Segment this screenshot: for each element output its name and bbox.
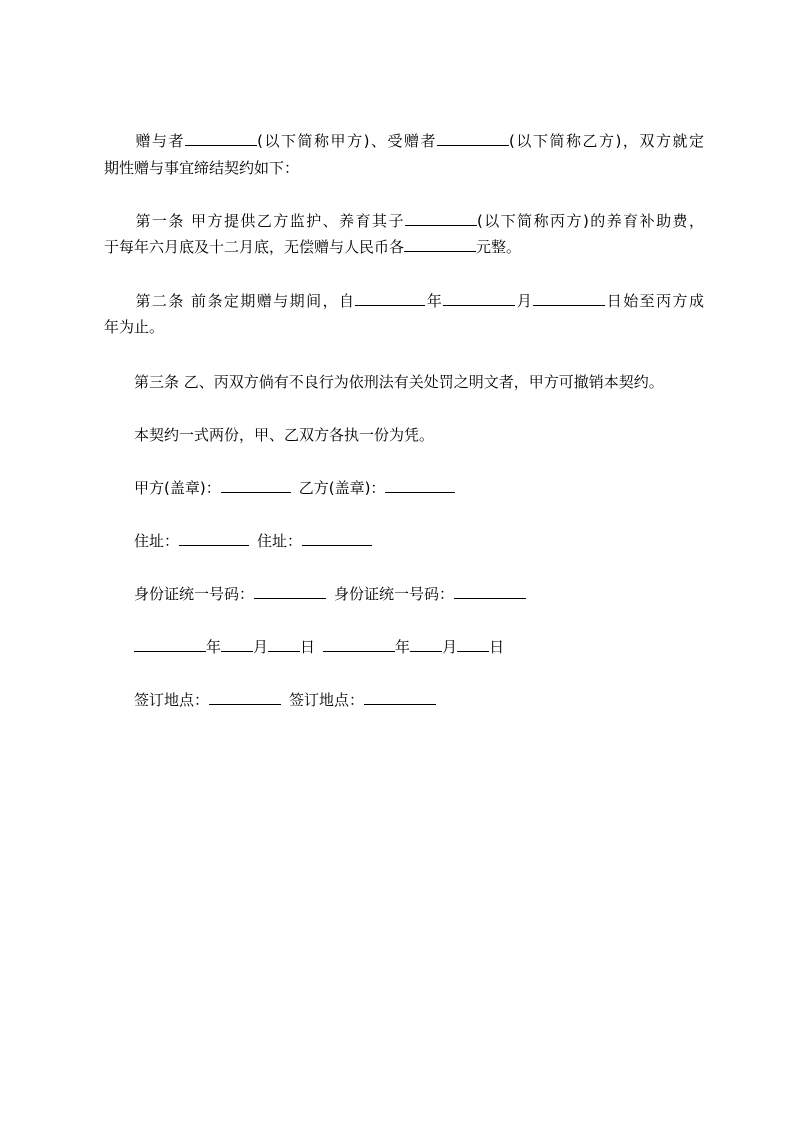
donee-label: (以下简称甲方)、受赠者 xyxy=(257,132,438,150)
amount-blank[interactable] xyxy=(404,237,476,252)
donor-blank[interactable] xyxy=(185,131,257,146)
party-b-id-blank[interactable] xyxy=(454,584,526,599)
party-b-month-blank[interactable] xyxy=(410,637,442,652)
article-1-line-1 xyxy=(104,208,704,234)
article-1-line-2 xyxy=(104,234,704,260)
article-1-text-c: 于每年六月底及十二月底，无偿赠与人民币各 xyxy=(104,238,405,256)
party-b-address-blank[interactable] xyxy=(302,531,372,546)
article-2-text-b: 日始至丙方成 xyxy=(605,292,704,310)
party-a-year-label: 年 xyxy=(206,638,222,656)
party-a-place-blank[interactable] xyxy=(209,690,281,705)
article-3 xyxy=(134,369,704,395)
article-3-text: 第三条 乙、丙双方倘有不良行为依刑法有关处罚之明文者，甲方可撤销本契约。 xyxy=(134,373,664,391)
party-a-month-label: 月 xyxy=(253,638,269,656)
intro-line-1 xyxy=(104,128,704,154)
party-a-address-blank[interactable] xyxy=(179,531,249,546)
party-b-address-label: 住址： xyxy=(257,532,303,550)
party-a-seal-label: 甲方(盖章)： xyxy=(134,479,221,497)
party-b-seal-blank[interactable] xyxy=(385,478,455,493)
party-b-month-label: 月 xyxy=(442,638,458,656)
party-b-year-blank[interactable] xyxy=(323,637,395,652)
party-a-address-label: 住址： xyxy=(134,532,180,550)
start-year-blank[interactable] xyxy=(355,291,425,306)
article-1-text-a: 第一条 甲方提供乙方监护、养育其子 xyxy=(134,212,405,230)
month-label: 月 xyxy=(515,292,534,310)
intro-line-2 xyxy=(104,155,704,181)
seal-line xyxy=(134,475,734,501)
party-b-day-blank[interactable] xyxy=(457,637,489,652)
party-b-id-label: 身份证统一号码： xyxy=(334,585,455,603)
article-2-text-c: 年为止。 xyxy=(104,318,165,336)
intro-tail: (以下简称乙方)，双方就定 xyxy=(509,132,704,150)
address-line xyxy=(134,528,734,554)
party-b-year-label: 年 xyxy=(395,638,411,656)
place-line xyxy=(134,687,734,713)
intro-line-2-text: 期性赠与事宜缔结契约如下： xyxy=(104,159,300,177)
party-a-month-blank[interactable] xyxy=(221,637,253,652)
start-day-blank[interactable] xyxy=(533,291,605,306)
id-line xyxy=(134,581,734,607)
article-1-text-b: (以下简称丙方)的养育补助费， xyxy=(476,212,704,230)
party-b-place-blank[interactable] xyxy=(364,690,436,705)
article-1-text-d: 元整。 xyxy=(476,238,522,256)
donee-blank[interactable] xyxy=(437,131,509,146)
party-a-seal-blank[interactable] xyxy=(221,478,291,493)
party-a-place-label: 签订地点： xyxy=(134,691,210,709)
donor-label: 赠与者 xyxy=(134,132,186,150)
party-a-day-blank[interactable] xyxy=(268,637,300,652)
party-a-day-label: 日 xyxy=(300,638,316,656)
party-b-day-label: 日 xyxy=(489,638,505,656)
child-name-blank[interactable] xyxy=(405,211,477,226)
party-a-id-blank[interactable] xyxy=(254,584,326,599)
article-2-text-a: 第二条 前条定期赠与期间，自 xyxy=(134,292,356,310)
party-b-seal-label: 乙方(盖章)： xyxy=(298,479,386,497)
party-a-id-label: 身份证统一号码： xyxy=(134,585,255,603)
date-line xyxy=(134,634,734,660)
party-a-year-blank[interactable] xyxy=(134,637,206,652)
article-2-line-1 xyxy=(104,288,704,314)
start-month-blank[interactable] xyxy=(443,291,515,306)
party-b-place-label: 签订地点： xyxy=(289,691,365,709)
copies-clause xyxy=(134,422,734,448)
article-2-line-2 xyxy=(104,314,704,340)
copies-text: 本契约一式两份，甲、乙双方各执一份为凭。 xyxy=(134,426,435,444)
year-label: 年 xyxy=(425,292,444,310)
